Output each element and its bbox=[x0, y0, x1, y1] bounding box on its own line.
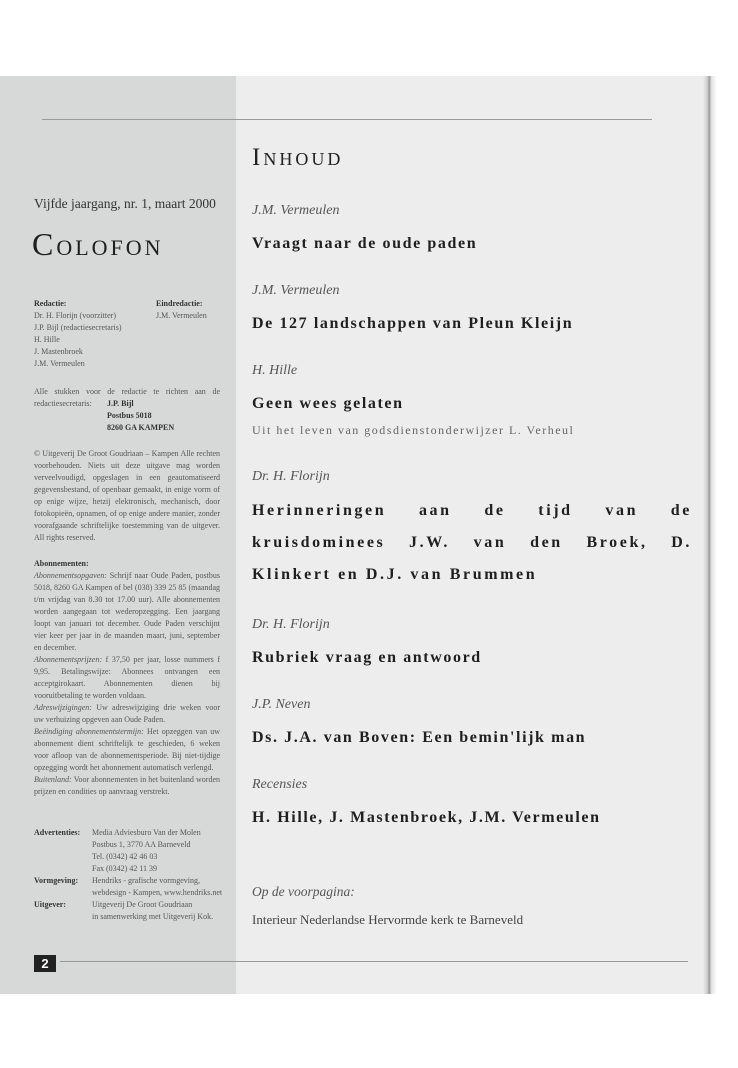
toc-author: Recensies bbox=[252, 777, 308, 792]
toc-author: J.M. Vermeulen bbox=[252, 283, 340, 298]
left-top-block bbox=[0, 76, 236, 184]
redactie-label: Redactie: bbox=[34, 299, 67, 308]
address-line: Postbus 5018 bbox=[107, 411, 152, 420]
eindredactie-label: Eindredactie: bbox=[156, 299, 203, 308]
toc-entry[interactable] bbox=[252, 363, 692, 438]
credit-advertenties: Advertenties: Media Adviesburo Van der Molen Postbus 1, 3770 AA Barneveld Tel. (0342) 42 46 03 Fax (0342) 42 11 39 bbox=[34, 828, 201, 873]
redactie-block bbox=[34, 298, 129, 370]
abon-paragraph: Buitenland: Voor abonnementen in het buitenland worden prijzen en condities op aanvraag verstrekt. bbox=[34, 775, 220, 796]
abon-paragraph: Abonnementsprijzen: f 37,50 per jaar, losse nummers f 9,95. Betalingswijze: Abonnees ontvangen een acceptgirokaart. Abonnementen dienen bij vooruitbetaling te worden voldaan. bbox=[34, 655, 221, 700]
toc-author: J.M. Vermeulen bbox=[252, 203, 340, 218]
address-line: J.P. Bijl bbox=[107, 399, 134, 408]
bottom-rule bbox=[60, 961, 688, 962]
toc-subtitle: Uit het leven van godsdienstonderwijzer L. Verheul bbox=[252, 423, 575, 437]
cover-text: Interieur Nederlandse Hervormde kerk te Barneveld bbox=[252, 912, 524, 927]
credit-uitgever: Uitgever: Uitgeverij De Groot Goudriaan in samenwerking met Uitgeverij Kok. bbox=[34, 900, 214, 921]
toc-author: Dr. H. Florijn bbox=[252, 469, 330, 484]
toc-author: H. Hille bbox=[252, 363, 298, 378]
stukken-text: Alle stukken voor de redactie te richten aan de redactiesecretaris: bbox=[34, 387, 220, 408]
toc-title: Geen wees gelaten bbox=[252, 395, 404, 412]
redactie-member: J.P. Bijl (redactiesecretaris) bbox=[34, 323, 122, 332]
toc-title: H. Hille, J. Mastenbroek, J.M. Vermeulen bbox=[252, 809, 601, 826]
inhoud-heading: Inhoud bbox=[252, 144, 344, 171]
abonnementen-label: Abonnementen: bbox=[34, 559, 89, 568]
toc-entry[interactable] bbox=[252, 203, 692, 259]
toc-title: Ds. J.A. van Boven: Een bemin'lijk man bbox=[252, 729, 587, 746]
toc-entry[interactable] bbox=[252, 469, 692, 591]
abon-paragraph: Abonnementsopgaven: Schrijf naar Oude Paden, postbus 5018, 8260 GA Kampen of bel (038) 339 25 85 (maandag t/m vrijdag van 8.30 tot 17.00 uur). Alle abonnementen worden aangegaan tot wederopzegging. Een jaargang loopt van januari tot december. Oude Paden verschijnt vier keer per jaar in de maanden maart, juni, september en december. bbox=[34, 571, 221, 652]
eindredactie-block bbox=[156, 298, 236, 322]
toc-entry[interactable] bbox=[252, 617, 692, 673]
top-rule bbox=[42, 119, 652, 120]
abon-paragraph: Adreswijzigingen: Uw adreswijziging drie weken voor uw verhuizing opgeven aan Oude Paden. bbox=[34, 703, 221, 724]
colofon-title: Colofon bbox=[32, 226, 164, 262]
toc-title: Herinneringen aan de tijd van de kruisdominees J.W. van den Broek, D. Klinkert en D.J. van Brummen bbox=[252, 502, 692, 583]
redactie-member: H. Hille bbox=[34, 335, 60, 344]
rights-text: © Uitgeverij De Groot Goudriaan – Kampen Alle rechten voorbehouden. Niets uit deze uitgave mag worden verveelvoudigd, opgeslagen in een geautomatiseerd gegevensbestand, of openbaar gemaakt, in enige vorm of op enige wijze, hetzij elektronisch, mechanisch, door fotokopieën, opnamen, of op enige andere manier, zonder voorafgaande schriftelijke toestemming van de uitgever. All rights reserved. bbox=[34, 449, 220, 542]
redactie-member: J.M. Vermeulen bbox=[34, 359, 85, 368]
toc-entry[interactable] bbox=[252, 697, 692, 753]
toc-title: De 127 landschappen van Pleun Kleijn bbox=[252, 315, 574, 332]
toc-author: Dr. H. Florijn bbox=[252, 617, 330, 632]
toc-title: Vraagt naar de oude paden bbox=[252, 235, 478, 252]
credits-block bbox=[34, 827, 234, 923]
redactie-member: Dr. H. Florijn (voorzitter) bbox=[34, 311, 116, 320]
credit-vormgeving: Vormgeving: Hendriks - grafische vormgeving, webdesign - Kampen, www.hendriks.net bbox=[34, 876, 223, 897]
page-edge bbox=[703, 76, 717, 994]
toc-entry[interactable] bbox=[252, 283, 692, 339]
issue-info: Vijfde jaargang, nr. 1, maart 2000 bbox=[34, 196, 216, 211]
abon-paragraph: Beëindiging abonnementstermijn: Het opzeggen van uw abonnement dient schriftelijk te geschieden, 6 weken voor afloop van de abonnementsperiode. Bij niet-tijdige opzegging wordt het abonnement automatisch verlengd. bbox=[34, 727, 221, 772]
toc-entry[interactable] bbox=[252, 777, 692, 833]
page-number: 2 bbox=[34, 955, 56, 972]
redactie-address bbox=[107, 398, 227, 434]
eindredactie-name: J.M. Vermeulen bbox=[156, 311, 207, 320]
abonnementen-text bbox=[34, 570, 220, 798]
toc-title: Rubriek vraag en antwoord bbox=[252, 649, 482, 666]
address-line: 8260 GA KAMPEN bbox=[107, 423, 175, 432]
toc-author: J.P. Neven bbox=[252, 697, 311, 712]
cover-label: Op de voorpagina: bbox=[252, 884, 355, 899]
redactie-member: J. Mastenbroek bbox=[34, 347, 83, 356]
